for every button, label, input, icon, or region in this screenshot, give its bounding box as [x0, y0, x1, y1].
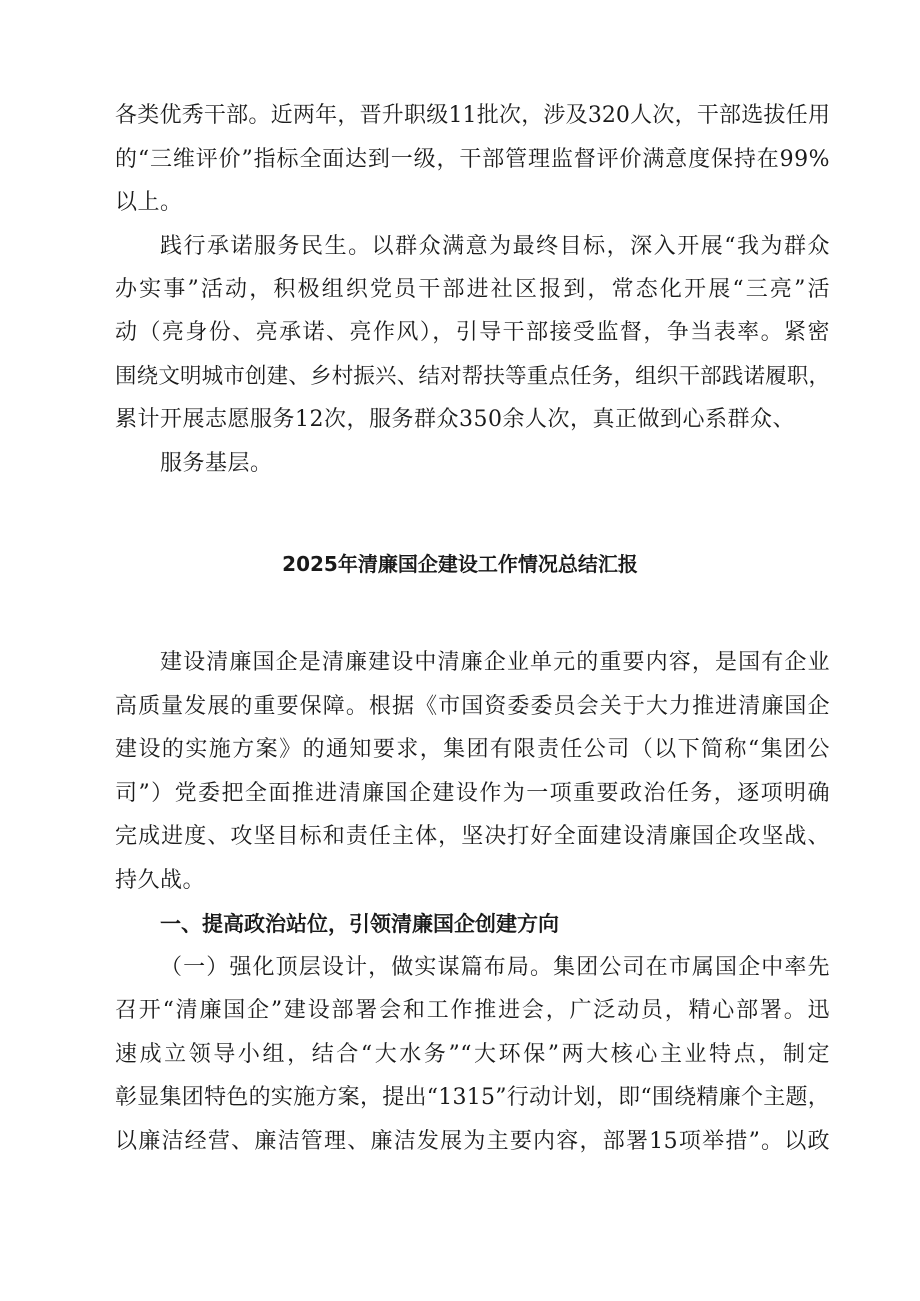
paragraph-line: 办实事”活动，积极组织党员干部进社区报到，常态化开展“三亮”活 [115, 277, 830, 302]
paragraph-line: 建设的实施方案》的通知要求，集团有限责任公司（以下简称“集团公 [115, 737, 830, 762]
paragraph-line: （一）强化顶层设计，做实谋篇布局。集团公司在市属国企中率先 [160, 955, 830, 980]
paragraph-line: 服务基层。 [160, 451, 273, 476]
paragraph-line: 动（亮身份、亮承诺、亮作风），引导干部接受监督，争当表率。紧密 [115, 320, 830, 345]
paragraph-line: 完成进度、攻坚目标和责任主体，坚决打好全面建设清廉国企攻坚战、 [115, 824, 830, 849]
report-title: 2025年清廉国企建设工作情况总结汇报 [282, 552, 638, 576]
paragraph-line: 践行承诺服务民生。以群众满意为最终目标，深入开展“我为群众 [160, 234, 830, 259]
paragraph-line: 累计开展志愿服务12次，服务群众350余人次，真正做到心系群众、 [115, 407, 795, 432]
paragraph-line: 围绕文明城市创建、乡村振兴、结对帮扶等重点任务，组织干部践诺履职， [115, 364, 830, 389]
paragraph-line: 以廉洁经营、廉洁管理、廉洁发展为主要内容，部署15项举措”。以政 [115, 1129, 830, 1154]
paragraph-line: 的“三维评价”指标全面达到一级，干部管理监督评价满意度保持在99% [115, 147, 830, 172]
paragraph-line: 以上。 [115, 190, 183, 215]
paragraph-line: 司”）党委把全面推进清廉国企建设作为一项重要政治任务，逐项明确 [115, 781, 830, 806]
paragraph-line: 各类优秀干部。近两年，晋升职级11批次，涉及320人次，干部选拔任用 [115, 103, 830, 128]
paragraph-line: 建设清廉国企是清廉建设中清廉企业单元的重要内容，是国有企业 [160, 650, 830, 675]
paragraph-line: 持久战。 [115, 868, 206, 893]
paragraph-line: 彰显集团特色的实施方案，提出“1315”行动计划，即“围绕精廉个主题， [115, 1085, 830, 1110]
paragraph-line: 速成立领导小组，结合“大水务”“大环保”两大核心主业特点，制定 [115, 1042, 830, 1067]
section-heading: 一、提高政治站位，引领清廉国企创建方向 [160, 912, 559, 936]
paragraph-line: 高质量发展的重要保障。根据《市国资委委员会关于大力推进清廉国企 [115, 694, 830, 719]
paragraph-line: 召开“清廉国企”建设部署会和工作推进会，广泛动员，精心部署。迅 [115, 998, 830, 1023]
